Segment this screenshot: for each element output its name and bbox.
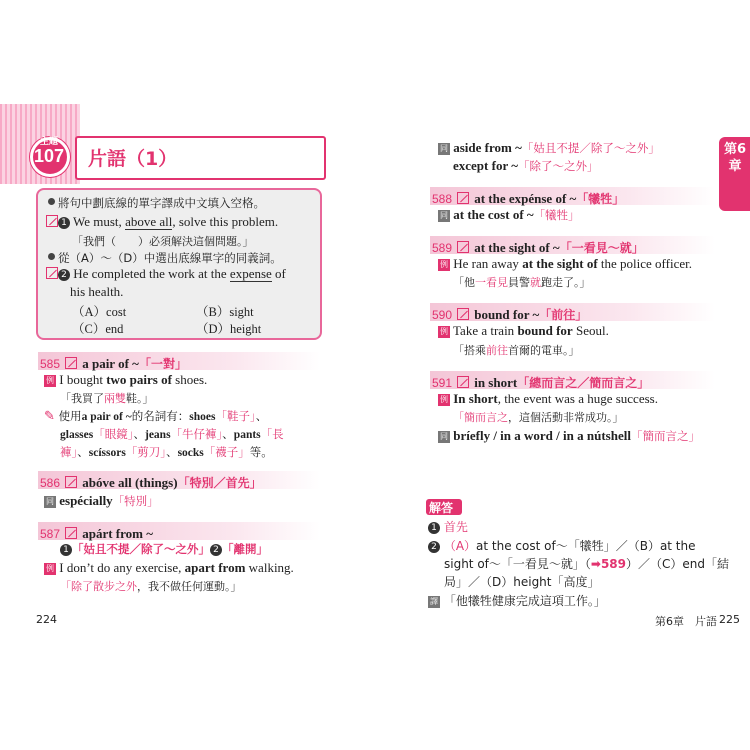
entry-587-example: 例 I don’t do any exercise, apart from walking. [46,560,294,575]
example-tag-icon: 例 [46,564,54,573]
number-badge: 1 [60,544,72,556]
answer-2-line1: 2 （A）at the cost of～「犧牲」／（B）at the [428,537,696,554]
quiz-question-2: 2 He completed the work at the expense of [46,266,286,282]
synonym-tag-icon: 同 [440,144,448,153]
checkbox-icon[interactable] [457,241,469,253]
number-badge: 2 [58,269,70,281]
translation-tag-icon: 譯 [430,597,438,606]
bullet-icon [48,198,55,205]
option-d: （D）height [196,322,262,336]
page-title: 片語（1） [88,148,178,170]
example-tag-icon: 例 [440,395,448,404]
entry-591-translation: 「簡而言之，這個活動非常成功。」 [453,411,624,424]
entry-587-translation: 「除了散步之外，我不做任何運動。」 [60,580,242,593]
answer-translation: 譯 「他犧牲健康完成這項工作。」 [430,594,606,608]
checkbox-icon[interactable] [65,476,77,488]
answer-label: 解答 [429,501,454,515]
folio-chapter: 第6章 片語 [655,615,717,628]
pencil-note-icon: ✎ [44,409,55,424]
entry-585-note-line3: 褲」、scíssors「剪刀」、socks「襪子」等。 [60,445,273,459]
option-a: （A）cost [72,305,127,319]
entry-585-note-line2: glasses「眼鏡」、jeans「牛仔褲」、pants「長 [60,427,284,441]
entry-588-synonym: 同 at the cost of ~「犧牲」 [440,207,580,222]
entry-590-header: 590 bound for ~「前往」 [432,307,588,322]
checkbox-icon[interactable] [65,357,77,369]
checkbox-icon[interactable] [457,308,469,320]
entry-585-note-line1: ✎ 使用a pair of ~的名詞有：shoes「鞋子」、 [44,409,268,424]
entry-585-example: 例 I bought two pairs of shoes. [46,372,208,387]
entry-588-header: 588 at the expénse of ~「犧牲」 [432,191,625,206]
synonym-tag-icon: 同 [440,432,448,441]
number-badge: 1 [58,217,70,229]
option-c: （C）end [72,322,124,336]
bullet-icon [48,253,55,260]
entry-587-header: 587 apárt from ~ [40,526,154,541]
entry-591-header: 591 in short「總而言之／簡而言之」 [432,375,650,390]
checkbox-icon[interactable] [457,192,469,204]
entry-589-header: 589 at the sight of ~「一看見～就」 [432,240,644,255]
example-tag-icon: 例 [440,327,448,336]
synonym-tag-icon: 同 [440,211,448,220]
cross-reference-link[interactable]: ➡589 [590,557,627,571]
entry-590-example: 例 Take a train bound for Seoul. [440,323,609,338]
quiz-instruction-1: 將句中劃底線的單字譯成中文填入空格。 [48,195,265,211]
synonym-except-for: except for ~「除了～之外」 [453,158,599,173]
underlined-term: above all [125,214,173,229]
chapter-tab-label: 第6章 [723,142,747,174]
topic-number: 107 [33,146,65,166]
quiz-question-2-cont: his health. [70,284,124,299]
entry-585-translation: 「我買了兩雙鞋。」 [60,392,154,405]
number-badge: 2 [428,541,440,553]
option-b: （B）sight [196,305,254,319]
entry-591-synonym: 同 bríefly / in a word / in a nútshell「簡而言之」 [440,428,700,443]
answer-2-line2: sight of～「一看見～就」（➡589）／（C）end「結 [444,557,730,571]
entry-589-translation: 「他一看見員警就跑走了。」 [453,276,591,289]
checkbox-icon[interactable] [457,376,469,388]
quiz-question-1: 1 We must, above all, solve this problem. [46,214,278,230]
underlined-term: expense [229,266,272,281]
checkbox-icon[interactable] [46,267,58,279]
entry-589-example: 例 He ran away at the sight of the police officer. [440,256,692,271]
number-badge: 1 [428,522,440,534]
entry-591-example: 例 In short, the event was a huge success. [440,391,658,406]
quiz-instruction-2: 從（A）～（D）中選出底線單字的同義詞。 [48,250,282,266]
entry-586-header: 586 abóve all (things)「特別／首先」 [40,475,262,490]
synonym-tag-icon: 同 [46,497,54,506]
number-badge: 2 [210,544,222,556]
page-number-right: 225 [719,613,740,626]
page-number-left: 224 [36,613,57,626]
topic-label: 主題 [39,137,58,147]
synonym-aside-from: 同 aside from ~「姑且不提／除了～之外」 [440,140,660,155]
checkbox-icon[interactable] [65,527,77,539]
answer-2-line3: 局」／（D）height「高度」 [444,575,600,589]
entry-587-senses: 1 「姑且不提／除了～之外」 2 「離開」 [60,541,268,557]
entry-585-header: 585 a pair of ~「一對」 [40,356,187,371]
entry-586-synonym: 同 espécially「特別」 [46,493,159,508]
example-tag-icon: 例 [46,376,54,385]
answer-1: 1 首先 [428,518,468,535]
quiz-question-1-translation: 「我們（ ）必須解決這個問題。」 [72,235,254,248]
checkbox-icon[interactable] [46,215,58,227]
entry-590-translation: 「搭乘前往首爾的電車。」 [453,344,580,357]
example-tag-icon: 例 [440,260,448,269]
